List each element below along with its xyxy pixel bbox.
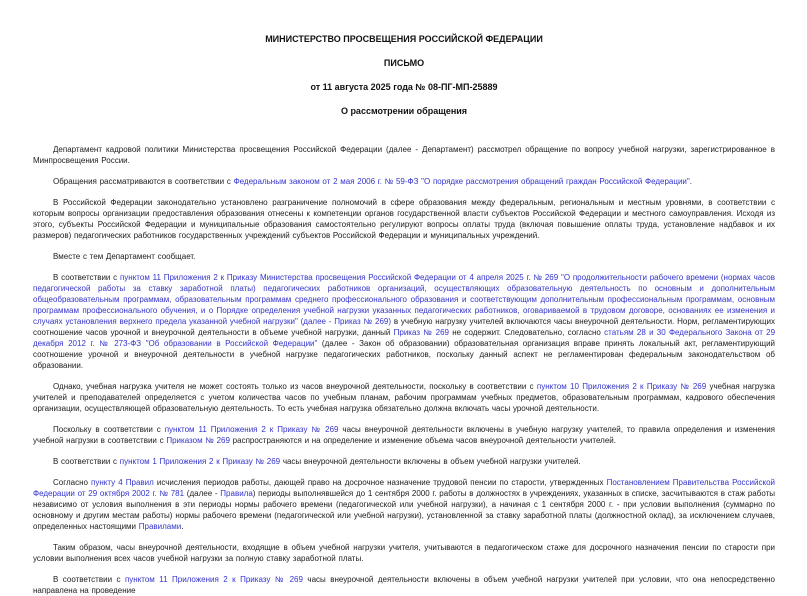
text-run: Поскольку в соответствии с — [53, 425, 165, 434]
paragraph — [33, 144, 775, 166]
text-run: . — [689, 177, 692, 186]
text-run: В Российской Федерации законодательно установлено разграничение полномочий в сфере образования между федеральным, региональным и местным уровнями, в соответствии с которым вопросы организации предоставления образования отнесены к компетенции органов государственной власти субъектов Российской Федерации и местного самоуправления. Исходя из этого, субъекты Российской Федерации и муниципальные образования самостоятельно регулируют вопросы оплаты труда (включая повышение оплаты труда, установление надбавок и их размеров) педагогических работников государственных учреждений субъектов Российской Федерации и муниципальных учреждений. — [33, 198, 775, 240]
paragraph — [33, 176, 775, 187]
document-header — [33, 34, 775, 116]
text-run: Вместе с тем Департамент сообщает. — [53, 252, 196, 261]
doc-link[interactable]: пункту 4 Правил — [91, 478, 154, 487]
doc-link[interactable]: Правила — [220, 489, 253, 498]
paragraph — [33, 477, 775, 532]
text-run: часы внеурочной деятельности включены в объем учебной нагрузки учителей. — [280, 457, 581, 466]
document-body — [33, 144, 775, 596]
paragraph — [33, 197, 775, 241]
doc-link[interactable]: пунктом 10 Приложения 2 к Приказу № 269 — [536, 382, 707, 391]
doc-link[interactable]: Федеральным законом от 2 мая 2006 г. № 59-ФЗ "О порядке рассмотрения обращений граждан Российской Федерации" — [233, 177, 690, 186]
doc-link[interactable]: пунктом 11 Приложения 2 к Приказу № 269 — [164, 425, 339, 434]
paragraph — [33, 251, 775, 262]
paragraph — [33, 272, 775, 371]
text-run: В соответствии с — [53, 457, 120, 466]
document-date-number: от 11 августа 2025 года № 08-ПГ-МП-25889 — [310, 82, 498, 92]
document-subject: О рассмотрении обращения — [340, 106, 468, 116]
text-run: не содержит. Следовательно, согласно — [449, 328, 605, 337]
text-run: учебная нагрузка учителей и преподавателей определяется с учетом количества часов по учебным планам, рабочим программам учебных предметов, образовательным программам, кадрового обеспечения организации, осуществляющей образовательную деятельность. То есть учебная нагрузка обязательно должна включать часы урочной деятельности. — [33, 382, 775, 413]
text-run: Департамент кадровой политики Министерства просвещения Российской Федерации (далее - Департамент) рассмотрел обращение по вопросу учебной нагрузки, зарегистрированное в Минпросвещения России. — [33, 145, 775, 165]
text-run: в учебную нагрузку учителей включаются часы внеурочной деятельности. Норм, регламентирующих соотношение часов урочной и внеурочной деятельности в объеме учебной нагрузки, данный — [33, 317, 775, 337]
text-run: В соответствии с — [53, 273, 120, 282]
ministry-name: МИНИСТЕРСТВО ПРОСВЕЩЕНИЯ РОССИЙСКОЙ ФЕДЕРАЦИИ — [265, 34, 543, 44]
text-run: (далее - Закон об образовании) образовательная организация вправе принять локальный акт, регламентирующий соотношение урочной и внеурочной деятельности в учебной нагрузке педагогических работников, поскольку данный аспект не регламентирован федеральным законодательством об образовании. — [33, 339, 776, 370]
text-run: Однако, учебная нагрузка учителя не может состоять только из часов внеурочной деятельности, поскольку в соответствии с — [53, 382, 537, 391]
text-run: распространяются и на определение и изменение объема часов внеурочной деятельности учителей. — [229, 436, 616, 445]
doc-link[interactable]: Постановлением Правительства Российской Федерации от 29 октября 2002 г. № 781 — [33, 478, 775, 498]
doc-link[interactable]: пунктом 1 Приложения 2 к Приказу № 269 — [119, 457, 281, 466]
text-run: Таким образом, часы внеурочной деятельности, входящие в объем учебной нагрузки учителя, учитываются в педагогическом стаже для досрочного назначения пенсии по старости при условии выполнения всех часов учебной нагрузки за полную ставку заработной платы. — [33, 543, 775, 563]
text-run: часы внеурочной деятельности включены в объем учебной нагрузки учителей при условии, что она непосредственно направлена на проведение — [33, 575, 775, 595]
paragraph — [33, 424, 775, 446]
doc-link[interactable]: пунктом 11 Приложения 2 к Приказу № 269 — [124, 575, 303, 584]
text-run: В соответствии с — [53, 575, 125, 584]
document-type: ПИСЬМО — [383, 58, 425, 68]
doc-link[interactable]: Приказом № 269 — [166, 436, 230, 445]
text-run: Согласно — [53, 478, 92, 487]
text-run: ) периоды выполнявшейся до 1 сентября 2000 г. работы в должностях в учреждениях, указанных в списке, засчитываются в стаж работы независимо от условия выполнения в эти периоды нормы рабочего времени (педагогической или учебной нагрузки), а начиная с 1 сентября 2000 г. - при условии выполнения (суммарно по основному и другим местам работы) нормы рабочего времени (педагогической или учебной нагрузки), установленной за ставку заработной платы (должностной оклад), за исключением случаев, определенных настоящими — [33, 489, 776, 531]
doc-link[interactable]: Правилами — [138, 522, 182, 531]
text-run: Обращения рассматриваются в соответствии с — [53, 177, 234, 186]
paragraph — [33, 574, 775, 596]
text-run: исчисления периодов работы, дающей право на досрочное назначение трудовой пенсии по старости, утвержденных — [153, 478, 607, 487]
paragraph — [33, 381, 775, 414]
doc-link[interactable]: статьям 28 и 30 Федерального Закона от 29 декабря 2012 г. № 273-ФЗ "Об образовании в Российской Федерации" — [33, 328, 776, 348]
text-run: часы внеурочной деятельности включены в учебную нагрузку учителей, то правила определения и изменения учебной нагрузки в соответствии с — [33, 425, 776, 445]
text-run: (далее - — [184, 489, 221, 498]
doc-link[interactable]: Приказ № 269 — [393, 328, 449, 337]
doc-link[interactable]: пунктом 11 Приложения 2 к Приказу Министерства просвещения Российской Федерации от 4 апреля 2025 г. № 269 "О продолжительности рабочего времени (нормах часов педагогической работы за ставку заработной платы) педагогических работников организаций, осуществляющих образовательную деятельность по основным и дополнительным общеобразовательным программам, образовательным программам среднего профессионального образования и соответствующим дополнительным профессиональным программам, основным программам профессионального обучения, и о Порядке определения учебной нагрузки указанных педагогических работников, оговариваемой в трудовом договоре, основаниях ее изменения и случаях установления верхнего предела указанной учебной нагрузки" (далее - Приказ № 269) — [33, 273, 775, 326]
text-run: . — [181, 522, 184, 531]
paragraph — [33, 542, 775, 564]
paragraph — [33, 456, 775, 467]
